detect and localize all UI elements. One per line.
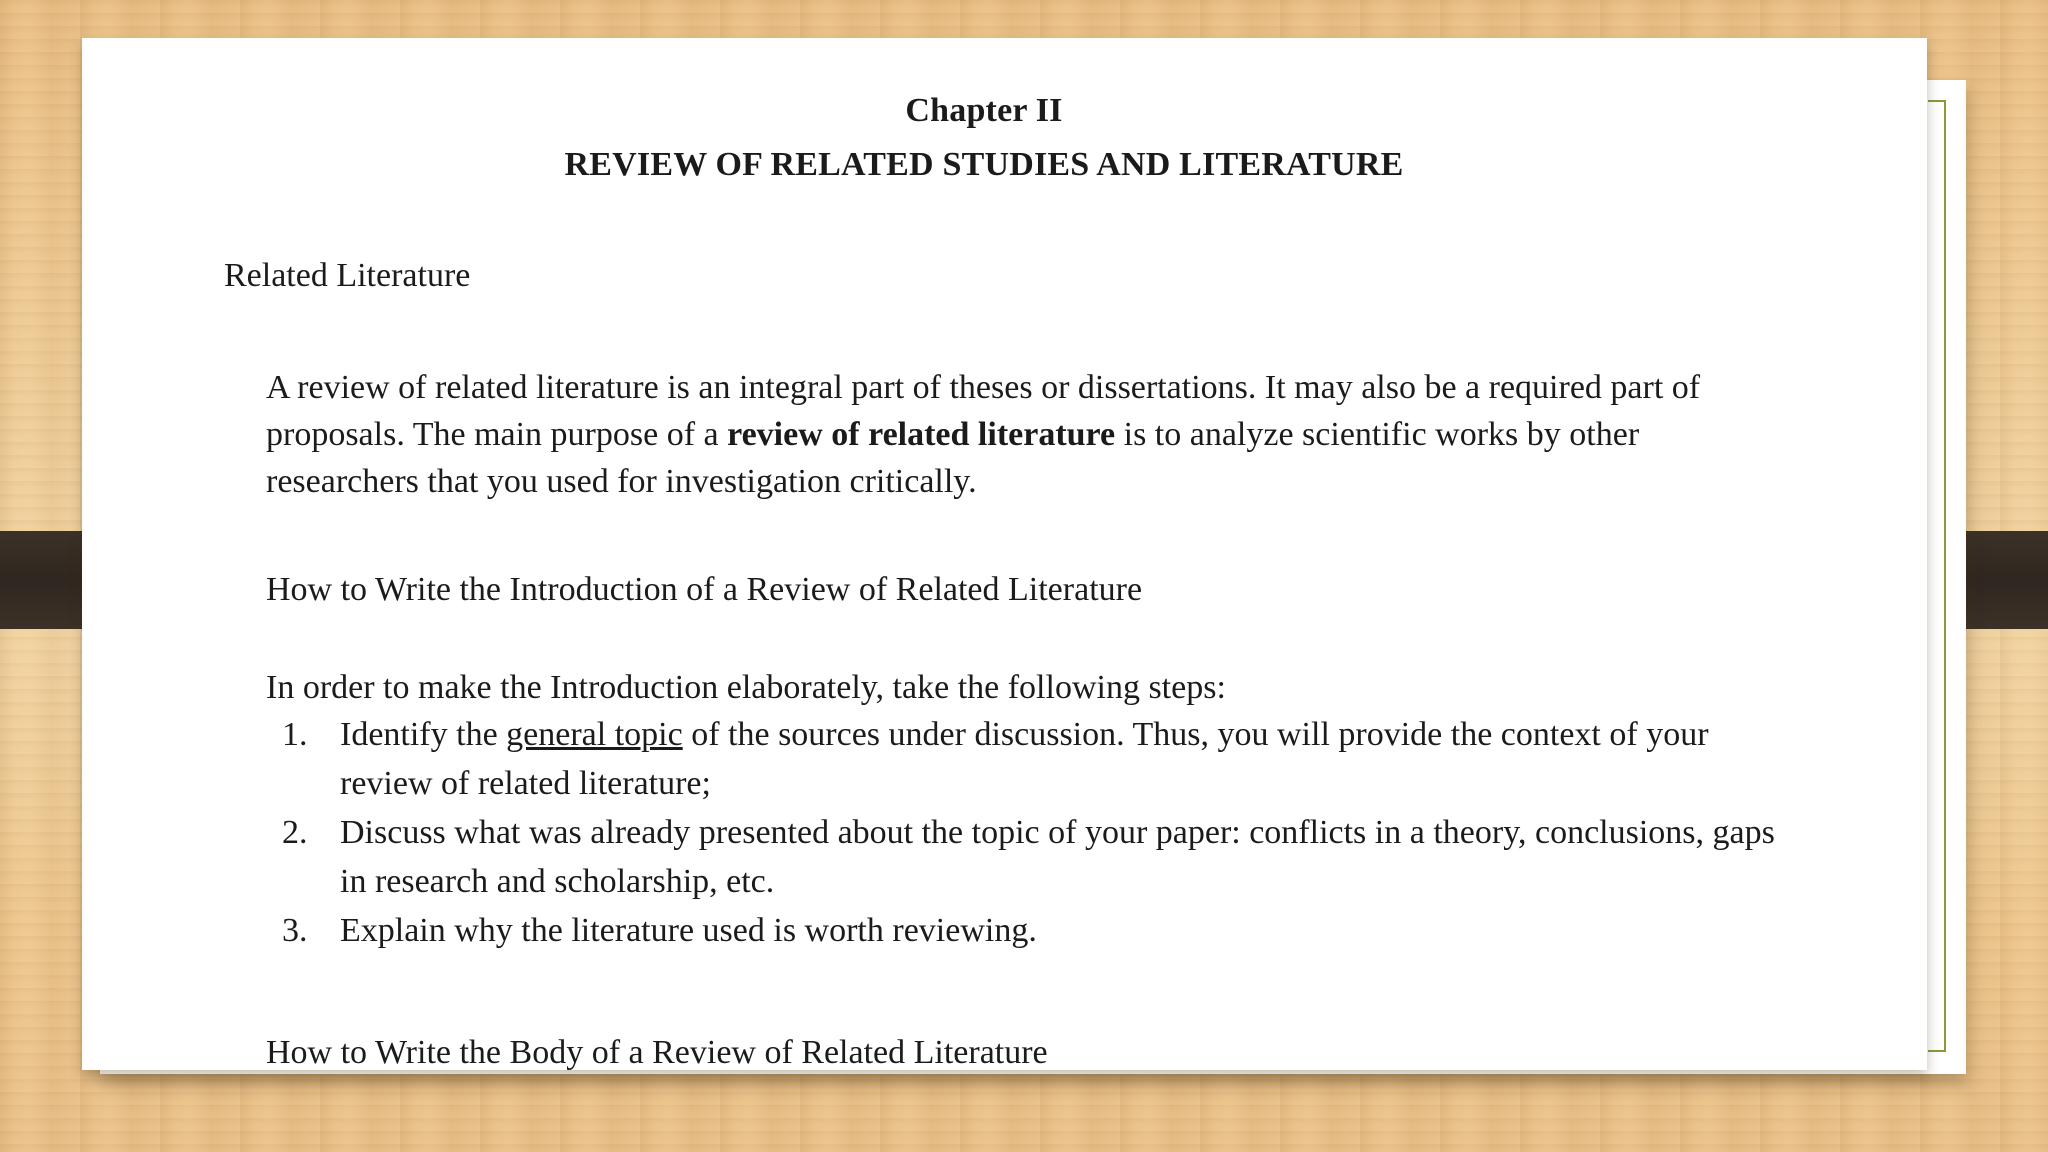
step-text: Explain why the literature used is worth reviewing.: [340, 912, 1037, 949]
list-item: [266, 710, 1806, 808]
section-label: Related Literature: [224, 257, 471, 294]
paragraph-bold-term: review of related literature: [727, 416, 1116, 453]
step-text: Discuss what was already presented about the topic of your paper: conflicts in a theory, conclusions, gaps in research and scholarship, etc.: [340, 814, 1775, 900]
list-item: [266, 906, 1806, 955]
paragraph-text-end: is to analyze scientific works by other researchers that you used for investigation critically.: [266, 416, 1640, 500]
intro-heading: How to Write the Introduction of a Review of Related Literature: [266, 571, 1143, 608]
list-item: [266, 808, 1806, 906]
steps-list: [266, 710, 1806, 955]
chapter-title: REVIEW OF RELATED STUDIES AND LITERATURE: [564, 146, 1404, 183]
underlined-term: general topic: [506, 716, 683, 753]
accent-border: [1928, 100, 1946, 1052]
intro-paragraph: [266, 364, 1786, 505]
step-text-end: of the sources under discussion. Thus, you will provide the context of your review of related literature;: [340, 716, 1709, 802]
chapter-number: Chapter II: [905, 92, 1063, 129]
step-text-start: Identify the: [340, 716, 507, 753]
intro-lead: In order to make the Introduction elaborately, take the following steps:: [266, 669, 1226, 706]
list-number: 3.: [282, 912, 308, 949]
chapter-heading: [82, 84, 1886, 192]
paragraph-text-start: A review of related literature is an integral part of theses or dissertations. It may also be a required part of proposals. The main purpose of a: [266, 369, 1701, 453]
list-number: 2.: [282, 814, 308, 851]
body-heading: How to Write the Body of a Review of Related Literature: [266, 1034, 1048, 1071]
list-number: 1.: [282, 716, 308, 753]
document-page: [82, 38, 1927, 1070]
